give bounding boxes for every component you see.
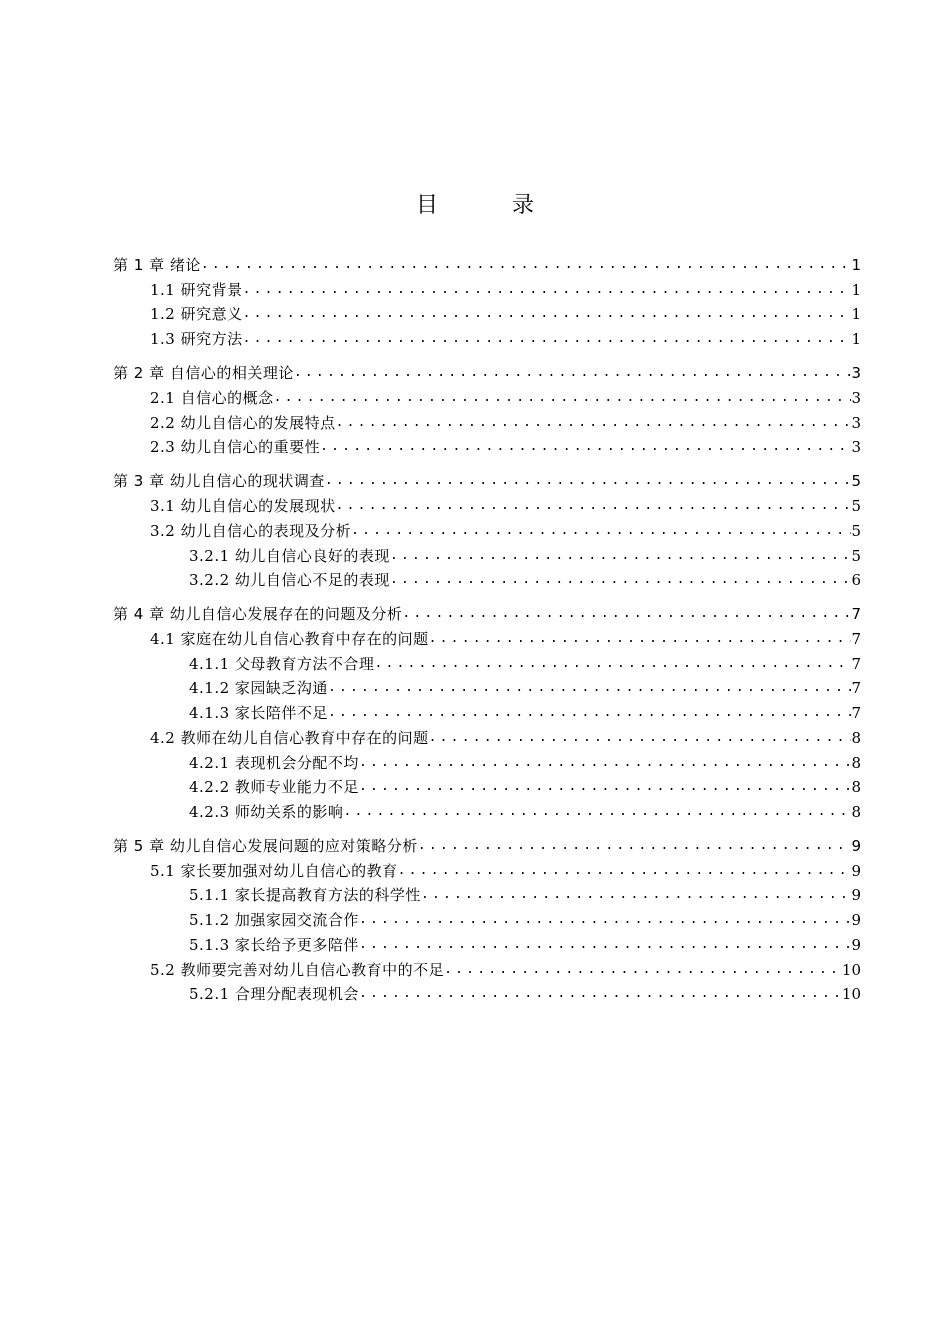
toc-page-number: 1 bbox=[851, 255, 861, 274]
toc-entry-title: 2.3 幼儿自信心的重要性 bbox=[150, 438, 321, 457]
toc-dot-leader bbox=[320, 435, 851, 460]
toc-entry-title: 4.1.2 家园缺乏沟通 bbox=[189, 679, 328, 698]
toc-page-number: 3 bbox=[851, 413, 861, 432]
table-of-contents bbox=[113, 253, 861, 1007]
toc-entry-title: 3.1 幼儿自信心的发展现状 bbox=[150, 497, 336, 516]
page-title: 目 录 bbox=[415, 193, 560, 218]
toc-page-number: 5 bbox=[851, 546, 861, 565]
toc-page-number: 5 bbox=[851, 497, 861, 516]
toc-dot-leader bbox=[243, 327, 851, 352]
toc-page-number: 1 bbox=[851, 280, 861, 299]
toc-chapter-entry[interactable] bbox=[113, 834, 861, 859]
toc-dot-leader bbox=[390, 568, 851, 593]
toc-dot-leader bbox=[336, 494, 851, 519]
toc-entry-title: 4.2.3 师幼关系的影响 bbox=[189, 802, 344, 821]
toc-page-number: 3 bbox=[851, 388, 861, 407]
toc-entry-title: 第 2 章 自信心的相关理论 bbox=[113, 364, 294, 383]
toc-dot-leader bbox=[374, 652, 851, 677]
toc-dot-leader bbox=[274, 386, 851, 411]
toc-page-number: 7 bbox=[851, 654, 861, 673]
toc-page-number: 3 bbox=[851, 364, 861, 383]
toc-page-number: 7 bbox=[851, 679, 861, 698]
toc-chapter-entry[interactable] bbox=[113, 470, 861, 495]
toc-section-entry[interactable] bbox=[113, 908, 861, 933]
toc-page-number: 8 bbox=[851, 802, 861, 821]
toc-page-number: 7 bbox=[851, 605, 861, 624]
toc-entry-title: 第 5 章 幼儿自信心发展问题的应对策略分析 bbox=[113, 837, 418, 856]
toc-page-number: 3 bbox=[851, 438, 861, 457]
toc-section-entry[interactable] bbox=[113, 327, 861, 352]
toc-dot-leader bbox=[328, 676, 851, 701]
toc-section-entry[interactable] bbox=[113, 627, 861, 652]
toc-entry-title: 1.1 研究背景 bbox=[150, 280, 243, 299]
toc-entry-title: 4.1.1 父母教育方法不合理 bbox=[189, 654, 375, 673]
toc-section-entry[interactable] bbox=[113, 519, 861, 544]
toc-page-number: 10 bbox=[841, 985, 861, 1004]
toc-section-entry[interactable] bbox=[113, 494, 861, 519]
toc-section-entry[interactable] bbox=[113, 800, 861, 825]
toc-dot-leader bbox=[359, 751, 851, 776]
toc-dot-leader bbox=[328, 701, 851, 726]
toc-entry-title: 5.1.1 家长提高教育方法的科学性 bbox=[189, 886, 421, 905]
toc-page-number: 8 bbox=[851, 753, 861, 772]
toc-section-entry[interactable] bbox=[113, 726, 861, 751]
toc-dot-leader bbox=[429, 726, 851, 751]
toc-entry-title: 5.2.1 合理分配表现机会 bbox=[189, 985, 359, 1004]
toc-section-entry[interactable] bbox=[113, 677, 861, 702]
toc-dot-leader bbox=[444, 958, 842, 983]
toc-section-entry[interactable] bbox=[113, 701, 861, 726]
toc-section-entry[interactable] bbox=[113, 884, 861, 909]
toc-entry-title: 1.3 研究方法 bbox=[150, 330, 243, 349]
toc-section-entry[interactable] bbox=[113, 278, 861, 303]
toc-entry-title: 2.1 自信心的概念 bbox=[150, 388, 274, 407]
toc-chapter-entry[interactable] bbox=[113, 361, 861, 386]
toc-entry-title: 3.2.2 幼儿自信心不足的表现 bbox=[189, 571, 390, 590]
toc-section-entry[interactable] bbox=[113, 435, 861, 460]
toc-section-entry[interactable] bbox=[113, 859, 861, 884]
toc-dot-leader bbox=[294, 361, 851, 386]
toc-page-number: 5 bbox=[851, 472, 861, 491]
toc-dot-leader bbox=[336, 411, 851, 436]
toc-dot-leader bbox=[359, 775, 851, 800]
toc-section-entry[interactable] bbox=[113, 568, 861, 593]
toc-entry-title: 5.1.3 家长给予更多陪伴 bbox=[189, 935, 359, 954]
toc-entry-title: 3.2 幼儿自信心的表现及分析 bbox=[150, 521, 352, 540]
toc-dot-leader bbox=[351, 519, 851, 544]
toc-dot-leader bbox=[390, 544, 851, 569]
toc-entry-title: 4.2 教师在幼儿自信心教育中存在的问题 bbox=[150, 728, 429, 747]
toc-dot-leader bbox=[201, 253, 851, 278]
toc-entry-title: 第 1 章 绪论 bbox=[113, 255, 201, 274]
toc-section-entry[interactable] bbox=[113, 386, 861, 411]
toc-entry-title: 4.2.1 表现机会分配不均 bbox=[189, 753, 359, 772]
toc-page-number: 6 bbox=[851, 571, 861, 590]
toc-page-number: 8 bbox=[851, 778, 861, 797]
toc-entry-title: 5.1.2 加强家园交流合作 bbox=[189, 911, 359, 930]
toc-section-entry[interactable] bbox=[113, 982, 861, 1007]
toc-section-entry[interactable] bbox=[113, 411, 861, 436]
toc-chapter-entry[interactable] bbox=[113, 253, 861, 278]
toc-dot-leader bbox=[421, 883, 851, 908]
toc-dot-leader bbox=[418, 834, 851, 859]
toc-dot-leader bbox=[402, 602, 851, 627]
toc-page-number: 8 bbox=[851, 728, 861, 747]
toc-dot-leader bbox=[243, 278, 851, 303]
toc-dot-leader bbox=[429, 627, 851, 652]
toc-page-number: 9 bbox=[851, 935, 861, 954]
toc-page-number: 7 bbox=[851, 704, 861, 723]
toc-entry-title: 4.1 家庭在幼儿自信心教育中存在的问题 bbox=[150, 630, 429, 649]
toc-section-entry[interactable] bbox=[113, 958, 861, 983]
toc-page-number: 9 bbox=[851, 861, 861, 880]
toc-page-number: 9 bbox=[851, 911, 861, 930]
toc-entry-title: 4.2.2 教师专业能力不足 bbox=[189, 778, 359, 797]
toc-page-number: 1 bbox=[851, 305, 861, 324]
toc-entry-title: 第 4 章 幼儿自信心发展存在的问题及分析 bbox=[113, 605, 403, 624]
toc-page-number: 5 bbox=[851, 521, 861, 540]
toc-dot-leader bbox=[359, 933, 851, 958]
toc-dot-leader bbox=[359, 982, 842, 1007]
toc-section-entry[interactable] bbox=[113, 933, 861, 958]
toc-page-number: 10 bbox=[841, 960, 861, 979]
toc-page-number: 7 bbox=[851, 630, 861, 649]
toc-entry-title: 1.2 研究意义 bbox=[150, 305, 243, 324]
toc-entry-title: 3.2.1 幼儿自信心良好的表现 bbox=[189, 546, 390, 565]
toc-dot-leader bbox=[243, 302, 851, 327]
toc-entry-title: 4.1.3 家长陪伴不足 bbox=[189, 704, 328, 723]
toc-dot-leader bbox=[325, 469, 851, 494]
toc-chapter-entry[interactable] bbox=[113, 602, 861, 627]
toc-entry-title: 第 3 章 幼儿自信心的现状调查 bbox=[113, 472, 325, 491]
toc-section-entry[interactable] bbox=[113, 652, 861, 677]
toc-section-entry[interactable] bbox=[113, 775, 861, 800]
toc-entry-title: 5.1 家长要加强对幼儿自信心的教育 bbox=[150, 861, 398, 880]
toc-section-entry[interactable] bbox=[113, 544, 861, 569]
toc-page-number: 9 bbox=[851, 886, 861, 905]
toc-page-number: 1 bbox=[851, 330, 861, 349]
toc-section-entry[interactable] bbox=[113, 302, 861, 327]
toc-entry-title: 5.2 教师要完善对幼儿自信心教育中的不足 bbox=[150, 960, 445, 979]
toc-section-entry[interactable] bbox=[113, 751, 861, 776]
toc-dot-leader bbox=[398, 859, 851, 884]
toc-dot-leader bbox=[343, 800, 851, 825]
toc-page-number: 9 bbox=[851, 837, 861, 856]
toc-entry-title: 2.2 幼儿自信心的发展特点 bbox=[150, 413, 336, 432]
toc-dot-leader bbox=[359, 908, 851, 933]
